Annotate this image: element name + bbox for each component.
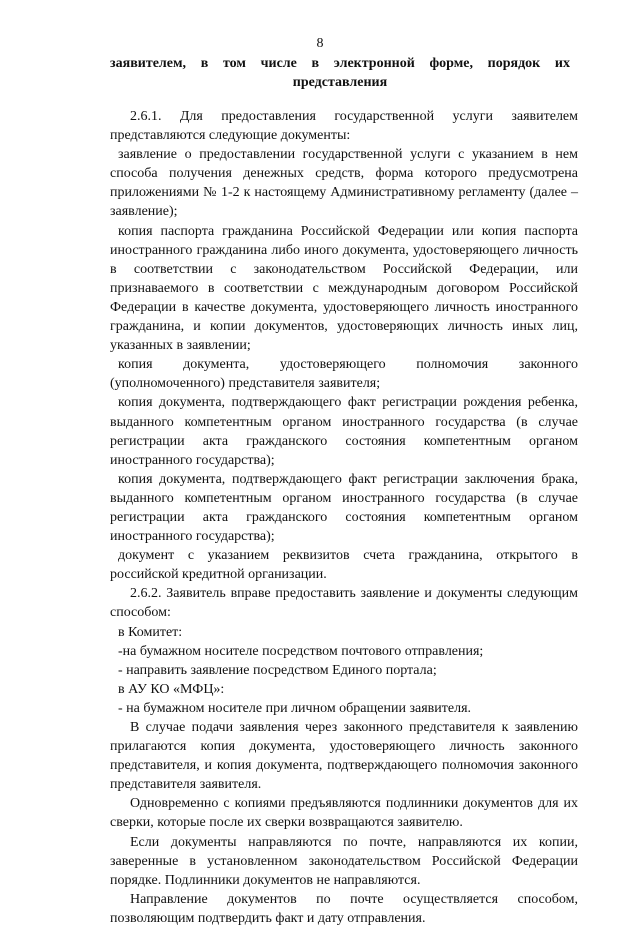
section-heading bbox=[110, 54, 570, 92]
heading-line-1: заявителем, в том числе в электронной форме, порядок их bbox=[110, 56, 570, 71]
list-item-postal: -на бумажном носителе посредством почтового отправления; bbox=[118, 643, 484, 659]
paragraph-originals: Одновременно с копиями предъявляются подлинники документов для их сверки, которые после их сверки возвращаются заявителю. bbox=[110, 796, 578, 831]
list-item-application: заявление о предоставлении государственной услуги с указанием в нем способа получения денежных средств, форма которого предусмотрена приложениями № 1-2 к настоящему Административному регламенту (далее – заявление); bbox=[110, 147, 578, 220]
list-item-committee: в Комитет: bbox=[118, 624, 183, 640]
list-item-mfc: в АУ КО «МФЦ»: bbox=[118, 681, 225, 697]
list-item-portal: - направить заявление посредством Единого портала; bbox=[118, 662, 437, 678]
list-item-marriage-registration: копия документа, подтверждающего факт регистрации заключения брака, выданного компетентным органом иностранного государства (в случае регистрации акта гражданского состояния компетентным органом иностранного государства); bbox=[110, 471, 578, 545]
paragraph-representative: В случае подачи заявления через законного представителя к заявлению прилагаются копия документа, удостоверяющего личность законного представителя, и копия документа, подтверждающего полномочия законного представителя заявителя. bbox=[110, 720, 578, 793]
paragraph-2-6-1: 2.6.1. Для предоставления государственной услуги заявителем представляются следующие документы: bbox=[110, 109, 578, 144]
document-body bbox=[110, 107, 578, 928]
page-number: 8 bbox=[316, 36, 324, 51]
heading-line-2: представления bbox=[292, 75, 388, 90]
list-item-bank-account: документ с указанием реквизитов счета гражданина, открытого в российской кредитной организации. bbox=[110, 548, 578, 583]
list-item-in-person: - на бумажном носителе при личном обращении заявителя. bbox=[118, 700, 472, 716]
list-item-passport-copy: копия паспорта гражданина Российской Федерации или копия паспорта иностранного гражданина либо иного документа, удостоверяющего личность в соответствии с законодательством Российской Федерации, или признаваемого в соответствии с международным договором Российской Федерации в качестве документа, удостоверяющего личность иностранного гражданина, и копии документов, удостоверяющих личность иных лиц, указанных в заявлении; bbox=[110, 223, 578, 354]
list-item-birth-registration: копия документа, подтверждающего факт регистрации рождения ребенка, выданного компетентным органом иностранного государства (в случае регистрации акта гражданского состояния компетентным органом иностранного государства); bbox=[110, 395, 578, 468]
paragraph-postal-method: Направление документов по почте осуществляется способом, позволяющим подтвердить факт и дату отправления. bbox=[110, 891, 578, 926]
list-item-representative-authority: копия документа, удостоверяющего полномочия законного (уполномоченного) представителя заявителя; bbox=[110, 357, 578, 392]
paragraph-postal-copies: Если документы направляются по почте, направляются их копии, заверенные в установленном законодательством Российской Федерации порядке. Подлинники документов не направляются. bbox=[110, 834, 578, 888]
paragraph-2-6-2: 2.6.2. Заявитель вправе предоставить заявление и документы следующим способом: bbox=[110, 586, 578, 621]
